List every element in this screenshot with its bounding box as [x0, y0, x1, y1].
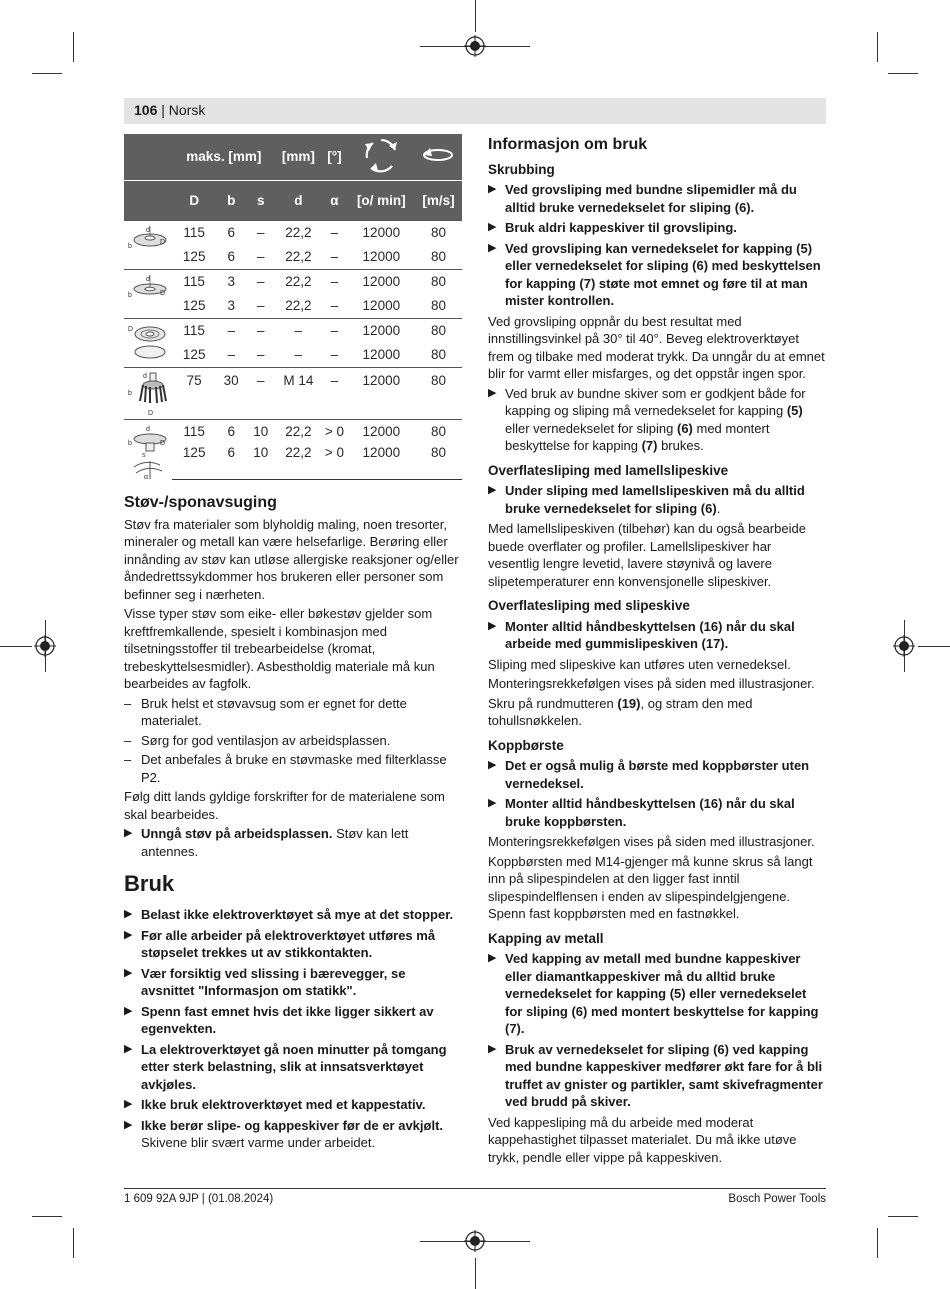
cell-rpm: 12000	[348, 367, 415, 419]
crop-mark	[475, 1258, 476, 1289]
use-bullet: ▶ Belast ikke elektroverktøyet så mye at det stopper.	[124, 906, 462, 924]
depressed-center-grinding-disc-icon	[126, 224, 170, 266]
cell-b: –	[227, 346, 235, 362]
skrub-bullet: ▶ Ved grovsliping kan vernedekselet for kapping (5) eller vernedekselet for sliping (6) med beskyttelsen for kapping (7) støte mot emnet og føre til at man mister kontrollen.	[488, 240, 826, 310]
table-row	[124, 318, 462, 343]
cell-d: 22,2	[276, 269, 322, 294]
cell-ms: 80	[430, 248, 446, 264]
surf-bullet: ▶ Monter alltid håndbeskyttelsen (16) når du skal arbeide med gummislipeskiven (17).	[488, 618, 826, 653]
surf-paragraph: Sliping med slipeskive kan utføres uten vernedeksel.	[488, 656, 791, 672]
cell-alpha: –	[330, 297, 339, 313]
cell-ms: 80	[415, 269, 462, 294]
left-column	[124, 134, 462, 1155]
cell-D: 125	[172, 444, 216, 480]
use-heading: Bruk	[124, 871, 175, 896]
text-span: .	[716, 500, 721, 516]
cut-bullet: ▶ Ved kapping av metall med bundne kappeskiver eller diamantkappeskiver må du alltid bruke vernedekselet for kapping (5) eller vernedekselet for sliping (6) med montert beskyttelse for kapping (7).	[488, 950, 826, 1038]
text-span: eller vernedekselet for sliping	[505, 420, 677, 436]
svg-text:α: α	[144, 473, 149, 481]
crop-mark	[32, 1216, 62, 1217]
tool-icon-cell	[124, 269, 172, 318]
cell-s: 10	[246, 419, 276, 444]
cell-alpha: –	[321, 220, 347, 245]
text-span: , og stram den med tohullsnøkkelen.	[488, 695, 753, 728]
crop-mark	[32, 73, 62, 74]
table-row	[124, 444, 462, 480]
ref-number: (7)	[641, 438, 658, 453]
cup-bullet: ▶ Det er også mulig å børste med koppbørster uten vernedeksel.	[488, 757, 826, 792]
subheader-s: s	[246, 180, 276, 220]
cell-D: 125	[182, 346, 206, 362]
header-cell-mm: [mm]	[276, 134, 322, 180]
skrub-bullet: ▶ Bruk aldri kappeskiver til grovsliping.	[488, 219, 826, 237]
crop-mark	[918, 646, 950, 647]
use-bullet-rest: Skivene blir svært varme under arbeidet.	[141, 1135, 376, 1150]
dust-dash-item: – Bruk helst et støvavsug som er egnet for dette materialet.	[124, 695, 462, 730]
cut-paragraph: Ved kappesliping må du arbeide med moderat kappehastighet tilpasset materialet. Du må ikke utøve trykk, pendle eller vippe på kappeskiven.	[488, 1114, 797, 1165]
svg-text:b: b	[128, 242, 132, 250]
page-header	[134, 102, 205, 120]
use-bullet: ▶ Vær forsiktig ved slissing i bærevegger, se avsnittet "Informasjon om statikk".	[124, 965, 462, 1000]
header-separator: |	[161, 102, 165, 118]
table-row	[124, 269, 462, 294]
svg-text:D: D	[148, 409, 154, 417]
cell-rpm: 12000	[362, 248, 401, 264]
tool-icon-cell	[124, 318, 172, 367]
cell-D: 115	[172, 419, 216, 444]
cell-s: 10	[246, 444, 276, 480]
subheader-alpha: α	[321, 180, 347, 220]
registration-mark-icon	[464, 1230, 486, 1252]
cell-ms: 80	[415, 419, 462, 444]
cell-d: 22,2	[276, 419, 322, 444]
cell-ms: 80	[415, 318, 462, 343]
cell-d: 22,2	[285, 248, 312, 264]
cell-b: 30	[216, 367, 246, 419]
flap-bullet	[488, 482, 826, 517]
peripheral-speed-icon	[415, 134, 462, 180]
cell-ms: 80	[430, 297, 446, 313]
cell-alpha: > 0	[321, 419, 347, 444]
fiber-disc-with-backing-pad-icon	[126, 423, 170, 481]
svg-text:D: D	[128, 325, 134, 333]
skrub-heading: Skrubbing	[488, 161, 555, 177]
cell-ms: 80	[415, 444, 462, 480]
spec-table	[124, 134, 462, 480]
subheader-cell-empty	[124, 180, 172, 220]
text-span: brukes.	[657, 438, 704, 453]
cell-rpm: 12000	[348, 318, 415, 343]
registration-mark-icon	[464, 35, 486, 57]
cell-rpm: 12000	[348, 444, 415, 480]
cell-rpm: 12000	[348, 220, 415, 245]
svg-text:d: d	[146, 425, 150, 433]
subheader-D: D	[172, 180, 216, 220]
cell-d: M 14	[276, 367, 322, 419]
cutting-disc-icon	[126, 273, 170, 315]
cut-bullet: ▶ Bruk av vernedekselet for sliping (6) ved kapping med bundne kappeskiver medfører økt fare for å bli truffet av gnister og partikler, samt skivefragmenter ved brudd på skiver.	[488, 1041, 826, 1111]
subheader-b: b	[216, 180, 246, 220]
crop-mark	[888, 1216, 918, 1217]
cell-b: 3	[216, 269, 246, 294]
cup-paragraph: Koppbørsten med M14-gjenger må kunne skrus så langt inn på slipespindelen at den ligger fast inntil slipespindelflensen i enden av slipespindelgjengene. Spenn fast koppbørsten med en fastnøkkel.	[488, 853, 813, 921]
cell-d: 22,2	[276, 220, 322, 245]
cup-brush-icon	[126, 371, 170, 419]
cell-alpha: > 0	[321, 444, 347, 480]
crop-mark	[73, 1228, 74, 1258]
dust-bullet-bold: Unngå støv på arbeidsplassen.	[141, 826, 333, 841]
cup-paragraph: Monteringsrekkefølgen vises på siden med illustrasjoner.	[488, 834, 815, 849]
table-row	[124, 419, 462, 444]
cup-bullet: ▶ Monter alltid håndbeskyttelsen (16) når du skal bruke koppbørsten.	[488, 795, 826, 830]
cell-D: 115	[172, 318, 216, 343]
svg-text:b: b	[128, 389, 132, 397]
skrub-bullet: ▶ Ved grovsliping med bundne slipemidler må du alltid bruke vernedekselet for sliping (6).	[488, 181, 826, 216]
dust-bullet	[124, 825, 462, 860]
cell-alpha: –	[321, 318, 347, 343]
cell-s: –	[257, 297, 265, 313]
cell-alpha: –	[330, 248, 339, 264]
svg-text:D: D	[160, 439, 166, 447]
dust-heading: Støv-/sponavsuging	[124, 494, 277, 511]
dust-paragraph: Visse typer støv som eike- eller bøkestøv gjelder som kreftfremkallende, spesielt i kombinasjon med tilsetningsstoffer til trebearbeidelse (kromat, trebeskyttelsesmidler). Asbestholdig materiale må kun bearbeides av fagfolk.	[124, 606, 435, 691]
cell-alpha: –	[321, 269, 347, 294]
table-row	[124, 245, 462, 270]
crop-mark	[877, 1228, 878, 1258]
use-bullet: ▶ Ikke bruk elektroverktøyet med et kappestativ.	[124, 1096, 462, 1114]
text-span: Skru på rundmutteren	[488, 695, 618, 711]
table-row	[124, 343, 462, 368]
footer-doc-id: 1 609 92A 9JP | (01.08.2024)	[124, 1193, 274, 1205]
subheader-ms: [m/s]	[415, 180, 462, 220]
cell-D: 115	[172, 269, 216, 294]
ref-number: (19)	[617, 695, 641, 711]
ref-number: (5)	[786, 403, 803, 418]
cell-b: 6	[216, 419, 246, 444]
table-row	[124, 294, 462, 319]
crop-mark	[73, 32, 74, 62]
cell-d: –	[276, 318, 322, 343]
cell-D: 125	[182, 297, 206, 313]
header-language: Norsk	[168, 102, 206, 118]
svg-text:d: d	[143, 372, 147, 380]
cell-b: 6	[227, 248, 235, 264]
cell-s: –	[246, 220, 276, 245]
svg-text:b: b	[128, 439, 132, 447]
ref-number: (6)	[676, 420, 693, 436]
cell-d: –	[294, 346, 303, 362]
cell-rpm: 12000	[348, 269, 415, 294]
cell-ms: 80	[415, 367, 462, 419]
use-bullet: ▶ Spenn fast emnet hvis det ikke ligger sikkert av egenvekten.	[124, 1003, 462, 1038]
use-bullet	[124, 1117, 462, 1152]
cell-rpm: 12000	[348, 419, 415, 444]
cell-s: –	[257, 346, 265, 362]
cell-s: –	[246, 318, 276, 343]
cell-b: –	[216, 318, 246, 343]
crop-mark	[475, 0, 476, 32]
cell-d: 22,2	[285, 297, 312, 313]
flap-disc-icon	[126, 322, 170, 364]
flap-paragraph: Med lamellslipeskiven (tilbehør) kan du også bearbeide buede overflater og profiler. Lamellslipeskiver har vesentlig lengre levetid, lavere støynivå og lavere slipetemperaturer enn konvensjonelle slipeskiver.	[488, 521, 806, 589]
registration-mark-icon	[34, 635, 56, 657]
cell-alpha: –	[330, 346, 339, 362]
text-span: med montert beskyttelse for kapping	[505, 420, 770, 453]
dust-bullet-rest: Støv kan lett antennes.	[141, 826, 409, 859]
svg-text:d: d	[146, 226, 150, 234]
cell-b: 3	[227, 297, 235, 313]
crop-mark	[877, 32, 878, 62]
cell-s: –	[257, 248, 265, 264]
cut-heading: Kapping av metall	[488, 930, 604, 946]
cell-s: –	[246, 269, 276, 294]
info-heading: Informasjon om bruk	[488, 136, 648, 153]
use-bullet-bold: Ikke berør slipe- og kappeskiver før de er avkjølt.	[141, 1117, 444, 1133]
use-bullet: ▶ Før alle arbeider på elektroverktøyet utføres må støpselet trekkes ut av stikkontakten.	[124, 927, 462, 962]
page-number: 106	[134, 102, 158, 118]
cell-b: 6	[216, 444, 246, 480]
cell-rpm: 12000	[362, 346, 401, 362]
table-header-row	[124, 134, 462, 180]
cell-alpha: –	[321, 367, 347, 419]
surf-paragraph: Monteringsrekkefølgen vises på siden med illustrasjoner.	[488, 676, 815, 691]
flap-bullet-bold: Under sliping med lamellslipeskiven må du alltid bruke vernedekselet for sliping (6)	[505, 483, 805, 516]
cell-ms: 80	[415, 220, 462, 245]
surf-paragraph	[488, 695, 826, 730]
svg-text:d: d	[146, 275, 150, 283]
header-cell-degree: [°]	[321, 134, 347, 180]
text-span: Ved bruk av bundne skiver som er godkjent både for kapping og sliping må vernedekselet for kapping	[505, 385, 806, 418]
dust-dash-item: – Sørg for god ventilasjon av arbeidsplassen.	[124, 732, 462, 750]
subheader-d: d	[276, 180, 322, 220]
cup-heading: Koppbørste	[488, 737, 564, 753]
footer-divider	[124, 1188, 826, 1189]
cell-d: 22,2	[276, 444, 322, 480]
page-header-band	[124, 98, 826, 124]
flap-heading: Overflatesliping med lamellslipeskive	[488, 462, 729, 478]
dust-dash-item: – Det anbefales å bruke en støvmaske med filterklasse P2.	[124, 751, 462, 786]
header-cell-max-mm: maks. [mm]	[172, 134, 276, 180]
subheader-rpm: [o/ min]	[348, 180, 415, 220]
dust-paragraph: Støv fra materialer som blyholdig maling, noen tresorter, mineraler og metall kan være helsefarlige. Berøring eller innånding av støv kan utløse allergiske reaksjoner og/eller åndedrettssykdommer hos brukeren eller personer som befinner seg i nærheten.	[124, 516, 459, 602]
skrub-paragraph: Ved grovsliping oppnår du best resultat med innstillingsvinkel på 30° til 40°. Beveg elektroverktøyet frem og tilbake med moderat trykk. Da unngår du at emnet blir for varmt eller misfarges, og det oppstår ingen spor.	[488, 313, 825, 381]
surf-heading: Overflatesliping med slipeskive	[488, 598, 690, 613]
crop-mark	[0, 646, 32, 647]
rotation-speed-icon	[348, 134, 415, 180]
svg-text:D: D	[160, 238, 166, 246]
cell-s: –	[246, 367, 276, 419]
table-row	[124, 220, 462, 245]
tool-icon-cell	[124, 419, 172, 480]
svg-text:b: b	[128, 291, 132, 299]
cell-D: 125	[182, 248, 206, 264]
cell-ms: 80	[430, 346, 446, 362]
skrub-bullet	[488, 385, 826, 455]
right-column	[488, 134, 826, 1168]
header-cell-empty	[124, 134, 172, 180]
cell-rpm: 12000	[362, 297, 401, 313]
tool-icon-cell	[124, 367, 172, 419]
crop-mark	[888, 73, 918, 74]
registration-mark-icon	[893, 635, 915, 657]
table-subheader-row	[124, 180, 462, 220]
cell-b: 6	[216, 220, 246, 245]
dust-paragraph: Følg ditt lands gyldige forskrifter for de materialene som skal bearbeides.	[124, 789, 445, 822]
table-row	[124, 367, 462, 419]
tool-icon-cell	[124, 220, 172, 269]
svg-text:s: s	[142, 451, 146, 459]
footer-brand: Bosch Power Tools	[728, 1193, 826, 1205]
cell-D: 115	[172, 220, 216, 245]
svg-text:D: D	[160, 289, 166, 297]
cell-D: 75	[172, 367, 216, 419]
use-bullet: ▶ La elektroverktøyet gå noen minutter på tomgang etter sterk belastning, slik at innsatsverktøyet avkjøles.	[124, 1041, 462, 1094]
